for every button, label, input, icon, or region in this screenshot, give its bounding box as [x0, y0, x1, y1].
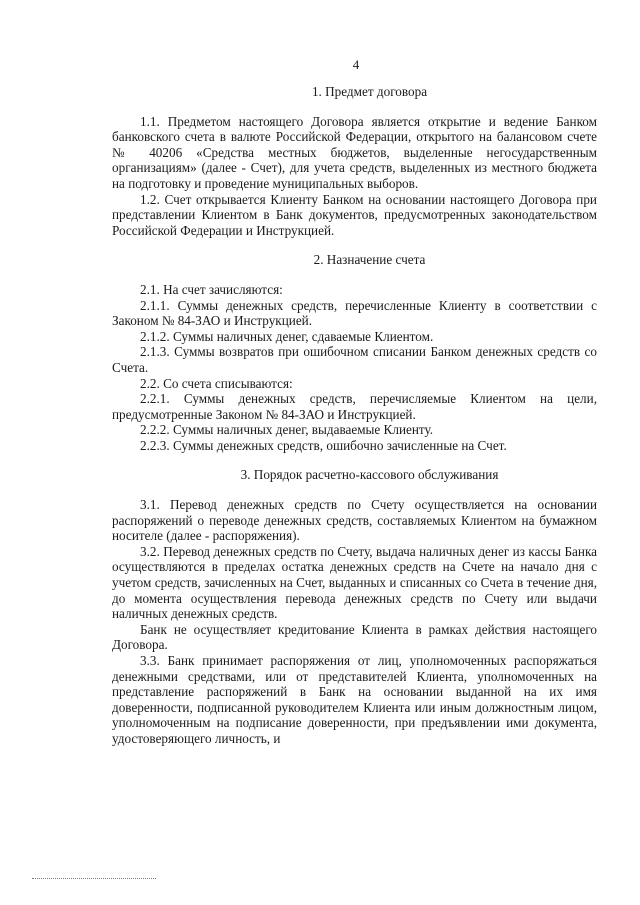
paragraph: 2.2.2. Суммы наличных денег, выдаваемые Клиенту.: [140, 422, 434, 438]
page-number: 4: [352, 57, 360, 72]
paragraph: 2.2.1. Суммы денежных средств, перечисляемые Клиентом на цели, предусмотренные Законом № 84-ЗАО и Инструкцией.: [112, 391, 597, 422]
paragraph: 3.3. Банк принимает распоряжения от лиц, уполномоченных распоряжаться денежными средствами, или от представителей Клиента, уполномоченных на представление распоряжений в Банк на основании выданной на их имя доверенности, подписанной руководителем Клиента или иным должностным лицом, уполномоченным на подписание доверенности, при предъявлении ими документа, удостоверяющего личность, и: [112, 653, 597, 746]
footnote-separator: [32, 878, 156, 879]
paragraph: 2.1. На счет зачисляются:: [140, 281, 283, 297]
section-heading: 2. Назначение счета: [313, 252, 426, 268]
section-3: [112, 467, 597, 746]
paragraph: 1.1. Предметом настоящего Договора является открытие и ведение Банком банковского счета в валюте Российской Федерации, открытого на балансовом счете № 40206 «Средства местных бюджетов, выделенные негосударственным организациям» (далее - Счет), для учета средств, выделенных из местного бюджета на подготовку и проведение муниципальных выборов.: [112, 113, 597, 191]
paragraph: 2.1.1. Суммы денежных средств, перечисленные Клиенту в соответствии с Законом № 84-ЗАО и Инструкцией.: [112, 297, 597, 329]
paragraph: 2.2.3. Суммы денежных средств, ошибочно зачисленные на Счет.: [140, 437, 507, 453]
section-heading: 3. Порядок расчетно-кассового обслуживания: [240, 467, 499, 483]
document-body: [112, 84, 597, 747]
section-1: [112, 84, 597, 238]
paragraph: 3.2. Перевод денежных средств по Счету, выдача наличных денег из кассы Банка осуществляются в пределах остатка денежных средств на Счете на начало дня с учетом средств, зачисленных на Счет, выданных и списанных со Счета в течение дня, до момента осуществления перевода денежных средств по Счету или выдачи наличных денежных средств.: [112, 543, 597, 622]
paragraph: Банк не осуществляет кредитование Клиента в рамках действия настоящего Договора.: [112, 621, 597, 653]
section-heading: 1. Предмет договора: [311, 84, 428, 99]
paragraph: 2.1.3. Суммы возвратов при ошибочном списании Банком денежных средств со Счета.: [112, 344, 597, 375]
section-2: [112, 252, 597, 453]
paragraph: 1.2. Счет открывается Клиенту Банком на основании настоящего Договора при представлении Клиентом в Банк документов, предусмотренных законодательством Российской Федерации и Инструкцией.: [112, 191, 597, 238]
paragraph: 2.2. Со счета списываются:: [140, 375, 293, 391]
paragraph: 3.1. Перевод денежных средств по Счету осуществляется на основании распоряжений о переводе денежных средств, составляемых Клиентом на бумажном носителе (далее - распоряжения).: [112, 497, 597, 544]
paragraph: 2.1.2. Суммы наличных денег, сдаваемые Клиентом.: [140, 328, 434, 344]
